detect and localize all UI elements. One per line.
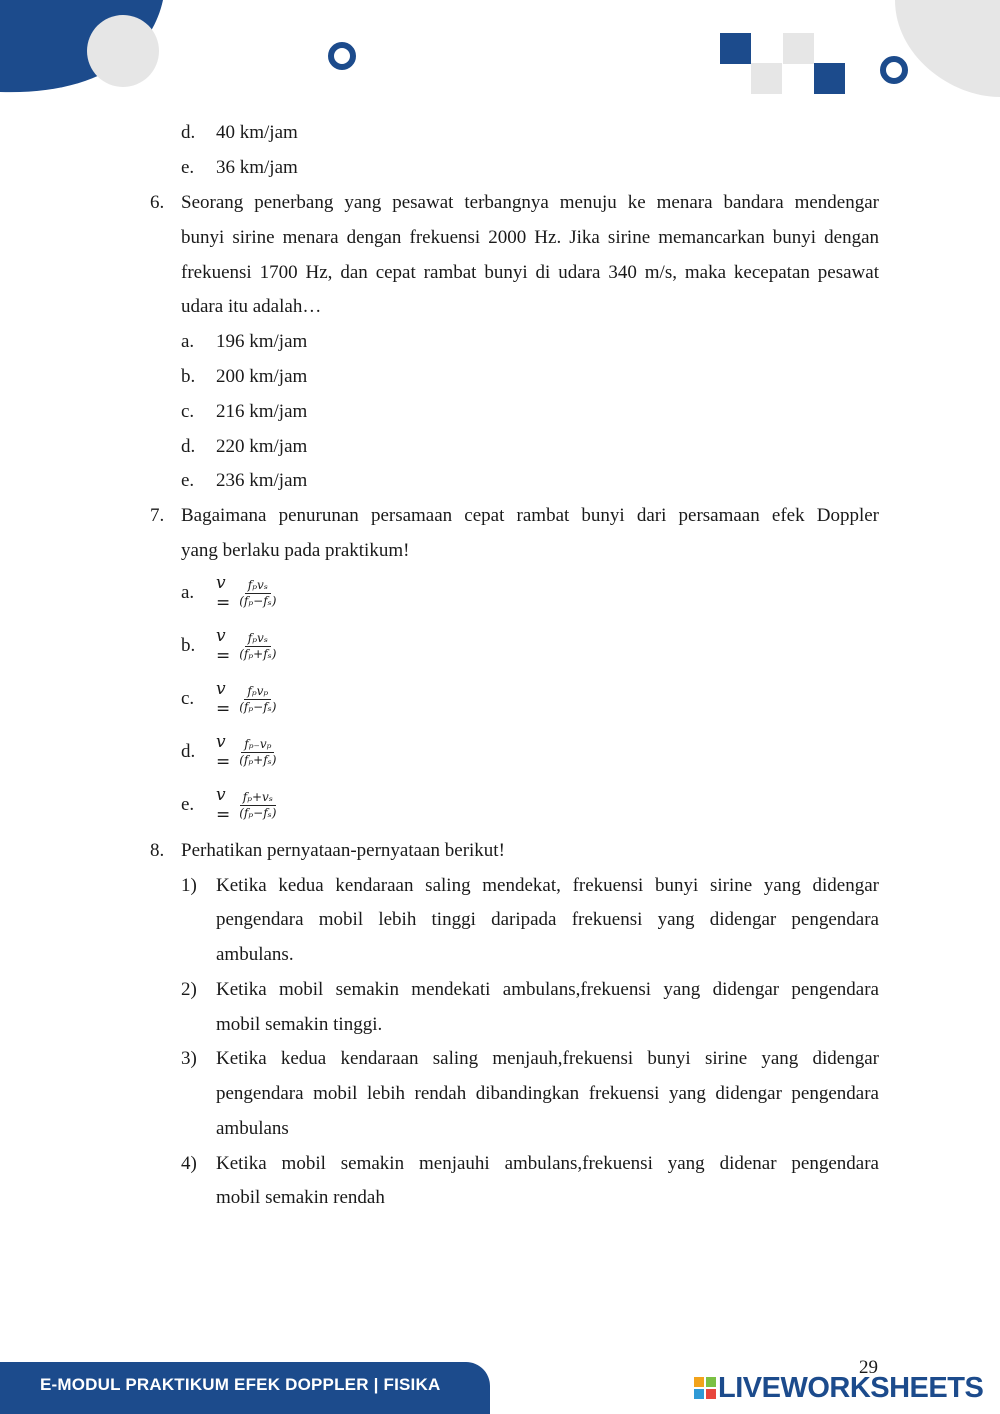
- module-title: E-MODUL PRAKTIKUM EFEK DOPPLER | FISIKA: [40, 1375, 441, 1394]
- fraction: [236, 578, 279, 609]
- option-letter: d.: [181, 436, 196, 457]
- option-text: 220 km/jam: [216, 436, 308, 457]
- blue-ring-icon: [883, 59, 905, 81]
- formula-lhs: v =: [216, 573, 231, 613]
- formula: [216, 571, 279, 615]
- statement-marker: 1): [181, 875, 197, 896]
- statement-line: ambulans: [216, 1118, 289, 1139]
- blue-ring-icon: [331, 45, 353, 67]
- statement-line: ambulans.: [216, 944, 294, 965]
- top-left-gray-circle: [87, 15, 159, 87]
- numerator: fₚ₋vₚ: [241, 737, 274, 753]
- fraction: [236, 737, 279, 768]
- denominator: (fₚ+fₛ): [239, 752, 277, 767]
- option-text: 236 km/jam: [216, 470, 308, 491]
- formula: [216, 677, 279, 721]
- option-text: 36 km/jam: [216, 157, 298, 178]
- option-text: 40 km/jam: [216, 122, 298, 143]
- denominator: (fₚ+fₛ): [239, 646, 277, 661]
- question-text-line: yang berlaku pada praktikum!: [181, 540, 410, 561]
- statement-marker: 3): [181, 1048, 197, 1069]
- option-letter: e.: [181, 157, 195, 178]
- page-number: 29: [859, 1357, 878, 1378]
- question-number: 8.: [150, 840, 165, 861]
- statement-marker: 4): [181, 1153, 197, 1174]
- statement-line: Ketika mobil semakin mendekati ambulans,frekuensi yang didengar pengendara: [216, 979, 879, 1000]
- numerator: fₚ+vₛ: [240, 790, 276, 806]
- statement-line: pengendara mobil lebih rendah dibandingkan frekuensi yang didengar pengendara: [216, 1083, 879, 1104]
- liveworksheets-icon: [694, 1377, 716, 1399]
- deco-square: [783, 33, 814, 64]
- statement-line: mobil semakin rendah: [216, 1187, 385, 1208]
- denominator: (fₚ−fₛ): [239, 805, 277, 820]
- liveworksheets-wordmark: LIVEWORKSHEETS: [718, 1372, 984, 1404]
- option-letter: e.: [181, 794, 195, 815]
- denominator: (fₚ−fₛ): [239, 593, 277, 608]
- option-letter: a.: [181, 331, 195, 352]
- liveworksheets-logo[interactable]: [694, 1371, 983, 1405]
- formula: [216, 624, 279, 668]
- question-number: 7.: [150, 505, 165, 526]
- question-text-line: udara itu adalah…: [181, 296, 322, 317]
- deco-square: [751, 63, 782, 94]
- statement-line: Ketika kedua kendaraan saling menjauh,frekuensi bunyi sirine yang didengar: [216, 1048, 879, 1069]
- option-letter: b.: [181, 635, 196, 656]
- question-text-line: Perhatikan pernyataan-pernyataan berikut!: [181, 840, 505, 861]
- numerator: fₚvₛ: [245, 578, 271, 594]
- option-text: 200 km/jam: [216, 366, 308, 387]
- question-number: 6.: [150, 192, 165, 213]
- option-letter: d.: [181, 122, 196, 143]
- statement-line: mobil semakin tinggi.: [216, 1014, 383, 1035]
- statement-line: Ketika mobil semakin menjauhi ambulans,frekuensi yang didenar pengendara: [216, 1153, 879, 1174]
- top-right-gray-shape: [895, 0, 1000, 97]
- statement-marker: 2): [181, 979, 197, 1000]
- formula: [216, 730, 279, 774]
- formula-lhs: v =: [216, 679, 231, 719]
- option-letter: c.: [181, 401, 195, 422]
- formula-lhs: v =: [216, 785, 231, 825]
- statement-line: pengendara mobil lebih tinggi daripada frekuensi yang didengar pengendara: [216, 909, 879, 930]
- option-letter: d.: [181, 741, 196, 762]
- deco-square: [720, 33, 751, 64]
- option-letter: e.: [181, 470, 195, 491]
- fraction: [236, 631, 279, 662]
- option-text: 216 km/jam: [216, 401, 308, 422]
- question-text-line: bunyi sirine menara dengan frekuensi 2000 Hz. Jika sirine memancarkan bunyi dengan: [181, 227, 879, 248]
- option-text: 196 km/jam: [216, 331, 308, 352]
- header-decoration: [0, 0, 1000, 110]
- numerator: fₚvₚ: [244, 684, 271, 700]
- statement-line: Ketika kedua kendaraan saling mendekat, frekuensi bunyi sirine yang didengar: [216, 875, 879, 896]
- deco-square: [814, 63, 845, 94]
- fraction: [236, 684, 279, 715]
- fraction: [236, 790, 279, 821]
- numerator: fₚvₛ: [245, 631, 271, 647]
- formula-lhs: v =: [216, 626, 231, 666]
- denominator: (fₚ−fₛ): [239, 699, 277, 714]
- option-letter: b.: [181, 366, 196, 387]
- option-letter: c.: [181, 688, 195, 709]
- option-letter: a.: [181, 582, 195, 603]
- question-text-line: frekuensi 1700 Hz, dan cepat rambat bunyi di udara 340 m/s, maka kecepatan pesawat: [181, 262, 879, 283]
- formula: [216, 783, 279, 827]
- formula-lhs: v =: [216, 732, 231, 772]
- question-text-line: Bagaimana penurunan persamaan cepat rambat bunyi dari persamaan efek Doppler: [181, 505, 879, 526]
- question-text-line: Seorang penerbang yang pesawat terbangnya menuju ke menara bandara mendengar: [181, 192, 879, 213]
